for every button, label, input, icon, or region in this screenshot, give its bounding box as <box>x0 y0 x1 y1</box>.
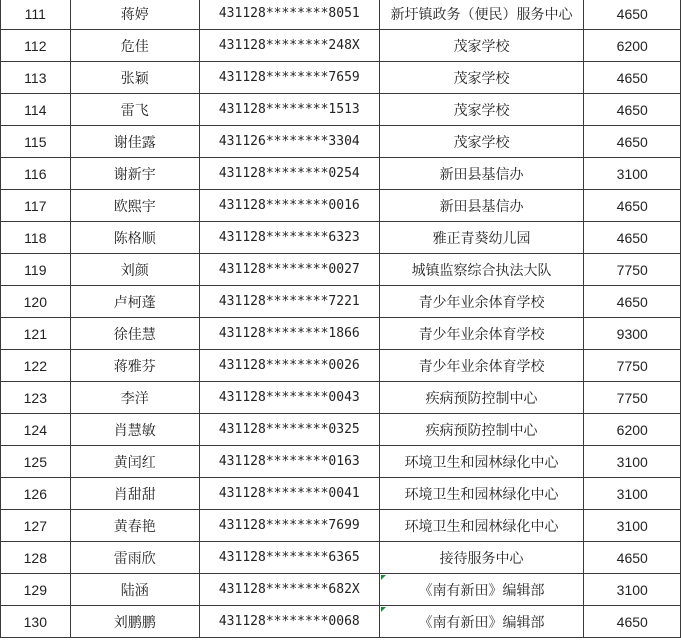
cell-name-text: 陆涵 <box>120 582 149 599</box>
cell-name-text: 欧熙宇 <box>113 198 156 215</box>
cell-id-number[interactable] <box>199 126 379 158</box>
cell-work-unit[interactable] <box>379 222 584 254</box>
table-row <box>1 542 681 574</box>
cell-name[interactable] <box>70 446 199 478</box>
cell-id-number[interactable] <box>199 318 379 350</box>
cell-work-unit-text: 青少年业余体育学校 <box>418 358 545 375</box>
cell-work-unit-text: 环境卫生和园林绿化中心 <box>404 518 559 535</box>
cell-serial-number-text: 127 <box>23 517 47 534</box>
cell-work-unit-text: 环境卫生和园林绿化中心 <box>404 454 559 471</box>
cell-work-unit[interactable] <box>379 446 584 478</box>
cell-id-number[interactable] <box>199 62 379 94</box>
table-row <box>1 254 681 286</box>
cell-work-unit[interactable] <box>379 414 584 446</box>
cell-amount-text: 6200 <box>616 37 648 54</box>
cell-amount[interactable] <box>584 478 681 510</box>
cell-id-number-text: 431128********0325 <box>218 422 360 437</box>
cell-name[interactable] <box>70 158 199 190</box>
cell-id-number-text: 431126********3304 <box>218 134 360 149</box>
table-row <box>1 222 681 254</box>
table-row <box>1 190 681 222</box>
cell-amount[interactable] <box>584 382 681 414</box>
cell-work-unit[interactable] <box>379 542 584 574</box>
table-row <box>1 510 681 542</box>
cell-id-number-text: 431128********0163 <box>218 454 360 469</box>
cell-work-unit-text: 疾病预防控制中心 <box>425 422 538 439</box>
table-row <box>1 446 681 478</box>
cell-name[interactable] <box>70 414 199 446</box>
cell-name[interactable] <box>70 190 199 222</box>
table-row <box>1 606 681 638</box>
cell-amount[interactable] <box>584 94 681 126</box>
cell-name[interactable] <box>70 382 199 414</box>
cell-name-text: 陈格顺 <box>113 230 156 247</box>
cell-name[interactable] <box>70 62 199 94</box>
cell-name[interactable] <box>70 542 199 574</box>
cell-serial-number[interactable] <box>1 414 71 446</box>
cell-id-number[interactable] <box>199 542 379 574</box>
cell-name[interactable] <box>70 254 199 286</box>
cell-serial-number-text: 112 <box>24 37 47 54</box>
cell-id-number-text: 431128********1513 <box>218 102 360 117</box>
cell-amount-text: 4650 <box>616 5 648 22</box>
table-body <box>1 0 681 638</box>
cell-id-number-text: 431128********0068 <box>218 614 360 629</box>
cell-serial-number-text: 120 <box>23 293 47 310</box>
cell-name-text: 李洋 <box>120 390 149 407</box>
cell-serial-number[interactable] <box>1 606 71 638</box>
cell-work-unit-text: 茂家学校 <box>453 102 510 119</box>
cell-amount[interactable] <box>584 318 681 350</box>
cell-name-text: 危佳 <box>120 38 149 55</box>
cell-amount-text: 4650 <box>616 133 648 150</box>
cell-work-unit-text: 《南有新田》编辑部 <box>418 582 545 599</box>
cell-serial-number[interactable] <box>1 126 71 158</box>
cell-amount[interactable] <box>584 574 681 606</box>
cell-amount-text: 4650 <box>616 549 648 566</box>
cell-amount-text: 7750 <box>616 389 648 406</box>
table-row <box>1 286 681 318</box>
cell-serial-number-text: 129 <box>23 581 47 598</box>
cell-work-unit[interactable] <box>379 94 584 126</box>
cell-serial-number[interactable] <box>1 190 71 222</box>
cell-id-number-text: 431128********0016 <box>218 198 360 213</box>
cell-serial-number[interactable] <box>1 254 71 286</box>
cell-id-number-text: 431128********0041 <box>218 486 360 501</box>
cell-name-text: 黄闰红 <box>113 454 156 471</box>
cell-serial-number[interactable] <box>1 510 71 542</box>
cell-amount[interactable] <box>584 606 681 638</box>
cell-serial-number-text: 114 <box>24 101 47 118</box>
cell-work-unit-text: 茂家学校 <box>453 134 510 151</box>
cell-id-number[interactable] <box>199 190 379 222</box>
cell-serial-number[interactable] <box>1 94 71 126</box>
cell-serial-number-text: 128 <box>23 549 47 566</box>
table-row <box>1 126 681 158</box>
cell-serial-number-text: 117 <box>24 197 47 214</box>
cell-serial-number-text: 123 <box>23 389 47 406</box>
cell-serial-number[interactable] <box>1 350 71 382</box>
cell-work-unit[interactable] <box>379 0 584 30</box>
cell-name[interactable] <box>70 478 199 510</box>
cell-amount[interactable] <box>584 542 681 574</box>
cell-amount[interactable] <box>584 62 681 94</box>
cell-id-number[interactable] <box>199 222 379 254</box>
cell-id-number[interactable] <box>199 414 379 446</box>
cell-name-text: 张颖 <box>120 70 149 87</box>
cell-work-unit-text: 茂家学校 <box>453 70 510 87</box>
cell-name-text: 蒋雅芬 <box>113 358 156 375</box>
cell-serial-number-text: 118 <box>24 229 47 246</box>
table-row <box>1 0 681 30</box>
cell-name-text: 肖慧敏 <box>113 422 156 439</box>
cell-work-unit-text: 茂家学校 <box>453 38 510 55</box>
cell-amount-text: 3100 <box>616 485 648 502</box>
cell-id-number[interactable] <box>199 94 379 126</box>
cell-amount[interactable] <box>584 254 681 286</box>
cell-serial-number[interactable] <box>1 158 71 190</box>
cell-id-number-text: 431128********0254 <box>218 166 360 181</box>
cell-id-number[interactable] <box>199 446 379 478</box>
table-row <box>1 478 681 510</box>
cell-serial-number[interactable] <box>1 446 71 478</box>
cell-amount-text: 6200 <box>616 421 648 438</box>
cell-work-unit-text: 疾病预防控制中心 <box>425 390 538 407</box>
cell-work-unit[interactable] <box>379 30 584 62</box>
cell-id-number[interactable] <box>199 350 379 382</box>
cell-work-unit[interactable] <box>379 606 584 638</box>
cell-serial-number[interactable] <box>1 318 71 350</box>
cell-work-unit[interactable] <box>379 286 584 318</box>
cell-name-text: 蒋婷 <box>120 6 149 23</box>
cell-work-unit[interactable] <box>379 382 584 414</box>
cell-work-unit[interactable] <box>379 478 584 510</box>
cell-serial-number[interactable] <box>1 62 71 94</box>
cell-amount[interactable] <box>584 414 681 446</box>
cell-serial-number[interactable] <box>1 30 71 62</box>
cell-name[interactable] <box>70 510 199 542</box>
cell-id-number[interactable] <box>199 286 379 318</box>
cell-amount-text: 4650 <box>616 229 648 246</box>
cell-id-number-text: 431128********6365 <box>218 550 360 565</box>
cell-name-text: 谢佳露 <box>113 134 156 151</box>
cell-id-number[interactable] <box>199 478 379 510</box>
cell-name-text: 卢柯蓬 <box>113 294 156 311</box>
cell-work-unit-text: 新田县基信办 <box>439 198 524 215</box>
cell-amount[interactable] <box>584 510 681 542</box>
cell-name[interactable] <box>70 574 199 606</box>
cell-id-number-text: 431128********7221 <box>218 294 360 309</box>
cell-id-number[interactable] <box>199 0 379 30</box>
cell-serial-number[interactable] <box>1 382 71 414</box>
cell-work-unit-text: 接待服务中心 <box>439 550 524 567</box>
cell-amount-text: 7750 <box>616 261 648 278</box>
cell-name[interactable] <box>70 0 199 30</box>
cell-id-number-text: 431128********0043 <box>218 390 360 405</box>
cell-work-unit[interactable] <box>379 574 584 606</box>
cell-work-unit-text: 青少年业余体育学校 <box>418 294 545 311</box>
cell-name[interactable] <box>70 286 199 318</box>
cell-work-unit[interactable] <box>379 510 584 542</box>
cell-id-number-text: 431128********682X <box>218 582 360 597</box>
cell-serial-number-text: 126 <box>23 485 47 502</box>
cell-id-number[interactable] <box>199 382 379 414</box>
cell-work-unit[interactable] <box>379 126 584 158</box>
cell-work-unit[interactable] <box>379 350 584 382</box>
cell-id-number[interactable] <box>199 158 379 190</box>
cell-amount[interactable] <box>584 190 681 222</box>
cell-serial-number-text: 116 <box>24 165 47 182</box>
cell-amount[interactable] <box>584 350 681 382</box>
cell-id-number-text: 431128********6323 <box>218 230 360 245</box>
cell-work-unit-text: 城镇监察综合执法大队 <box>411 262 552 279</box>
cell-serial-number[interactable] <box>1 478 71 510</box>
cell-name-text: 谢新宇 <box>113 166 156 183</box>
table-row <box>1 414 681 446</box>
table-row <box>1 94 681 126</box>
cell-amount[interactable] <box>584 126 681 158</box>
cell-work-unit-text: 新圩镇政务（便民）服务中心 <box>390 6 573 23</box>
cell-serial-number-text: 113 <box>24 69 47 86</box>
cell-id-number-text: 431128********248X <box>218 38 360 53</box>
cell-amount-text: 4650 <box>616 101 648 118</box>
cell-work-unit[interactable] <box>379 158 584 190</box>
cell-amount-text: 7750 <box>616 357 648 374</box>
cell-serial-number-text: 121 <box>23 325 47 342</box>
cell-amount[interactable] <box>584 0 681 30</box>
cell-serial-number[interactable] <box>1 574 71 606</box>
cell-id-number-text: 431128********7699 <box>218 518 360 533</box>
cell-name[interactable] <box>70 606 199 638</box>
cell-work-unit-text: 雅正青葵幼儿园 <box>432 230 531 247</box>
table-row <box>1 318 681 350</box>
cell-amount-text: 4650 <box>616 197 648 214</box>
cell-name[interactable] <box>70 222 199 254</box>
cell-amount-text: 4650 <box>616 69 648 86</box>
cell-id-number-text: 431128********0027 <box>218 262 360 277</box>
cell-id-number-text: 431128********7659 <box>218 70 360 85</box>
cell-work-unit-text: 环境卫生和园林绿化中心 <box>404 486 559 503</box>
table-row <box>1 158 681 190</box>
table-row <box>1 62 681 94</box>
cell-name-text: 刘鹏鹏 <box>113 614 156 631</box>
cell-name[interactable] <box>70 126 199 158</box>
cell-comment-indicator-icon <box>381 607 386 612</box>
cell-amount-text: 3100 <box>616 165 648 182</box>
cell-serial-number-text: 111 <box>24 5 46 22</box>
cell-serial-number-text: 130 <box>23 613 47 630</box>
cell-amount[interactable] <box>584 30 681 62</box>
cell-serial-number[interactable] <box>1 222 71 254</box>
cell-serial-number-text: 124 <box>23 421 47 438</box>
cell-serial-number[interactable] <box>1 0 71 30</box>
cell-name-text: 雷飞 <box>120 102 149 119</box>
cell-name-text: 肖甜甜 <box>113 486 156 503</box>
cell-work-unit-text: 新田县基信办 <box>439 166 524 183</box>
cell-id-number-text: 431128********0026 <box>218 358 360 373</box>
cell-id-number[interactable] <box>199 574 379 606</box>
table-row <box>1 574 681 606</box>
cell-work-unit-text: 青少年业余体育学校 <box>418 326 545 343</box>
cell-id-number[interactable] <box>199 606 379 638</box>
cell-id-number-text: 431128********1866 <box>218 326 360 341</box>
cell-work-unit[interactable] <box>379 62 584 94</box>
cell-serial-number-text: 115 <box>24 133 47 150</box>
cell-work-unit[interactable] <box>379 318 584 350</box>
cell-work-unit-text: 《南有新田》编辑部 <box>418 614 545 631</box>
cell-amount-text: 3100 <box>616 581 648 598</box>
cell-serial-number[interactable] <box>1 286 71 318</box>
cell-id-number[interactable] <box>199 510 379 542</box>
cell-serial-number-text: 122 <box>23 357 47 374</box>
cell-id-number[interactable] <box>199 30 379 62</box>
cell-amount-text: 4650 <box>616 613 648 630</box>
cell-id-number[interactable] <box>199 254 379 286</box>
cell-amount[interactable] <box>584 446 681 478</box>
cell-serial-number-text: 125 <box>23 453 47 470</box>
table-row <box>1 350 681 382</box>
cell-name[interactable] <box>70 318 199 350</box>
cell-amount-text: 3100 <box>616 517 648 534</box>
cell-amount-text: 3100 <box>616 453 648 470</box>
cell-name-text: 黄春艳 <box>113 518 156 535</box>
cell-amount-text: 4650 <box>616 293 648 310</box>
table-row <box>1 30 681 62</box>
cell-id-number-text: 431128********8051 <box>218 6 360 21</box>
cell-work-unit[interactable] <box>379 190 584 222</box>
cell-name-text: 刘颜 <box>120 262 149 279</box>
cell-name[interactable] <box>70 350 199 382</box>
cell-name-text: 徐佳慧 <box>113 326 156 343</box>
cell-name[interactable] <box>70 30 199 62</box>
cell-amount[interactable] <box>584 222 681 254</box>
cell-serial-number[interactable] <box>1 542 71 574</box>
cell-name-text: 雷雨欣 <box>113 550 156 567</box>
cell-amount-text: 9300 <box>616 325 648 342</box>
table-row <box>1 382 681 414</box>
cell-comment-indicator-icon <box>381 575 386 580</box>
cell-amount[interactable] <box>584 158 681 190</box>
cell-serial-number-text: 119 <box>24 261 47 278</box>
cell-name[interactable] <box>70 94 199 126</box>
cell-amount[interactable] <box>584 286 681 318</box>
cell-work-unit[interactable] <box>379 254 584 286</box>
